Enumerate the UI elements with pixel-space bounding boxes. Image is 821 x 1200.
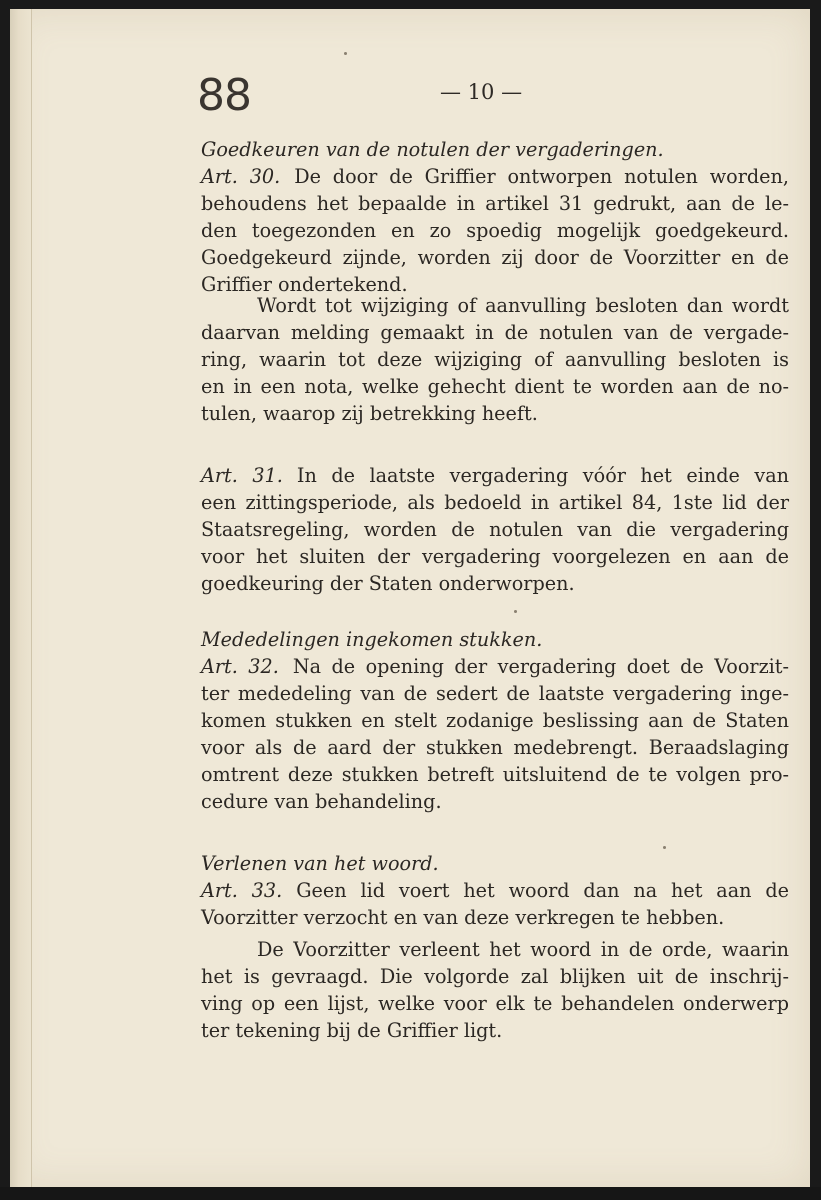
body-line: ter tekening bij de Griffier ligt.	[201, 1019, 503, 1042]
body-line: behoudens het bepaalde in artikel 31 gedrukt, aan de le-	[201, 192, 789, 215]
paper-speck	[663, 846, 666, 849]
article-31-line	[201, 462, 789, 489]
body-line: het is gevraagd. Die volgorde zal blijken uit de inschrij-	[201, 965, 789, 988]
article-31	[201, 462, 789, 597]
body-line: den toegezonden en zo spoedig mogelijk goedgekeurd.	[201, 219, 789, 242]
section-heading: Verlenen van het woord.	[201, 852, 439, 875]
article-33-line	[201, 877, 789, 904]
scan-bottom-border	[0, 1187, 821, 1200]
page-binding-edge	[10, 9, 32, 1187]
body-line: Griffier ondertekend.	[201, 273, 408, 296]
article-30-line	[201, 163, 789, 190]
section-heading: Mededelingen ingekomen stukken.	[201, 628, 543, 651]
section-woord	[201, 850, 789, 931]
paper-speck	[344, 52, 347, 55]
section-mededelingen	[201, 626, 789, 815]
body-line: ring, waarin tot deze wijziging of aanvulling besloten is	[201, 348, 789, 371]
page-binding-line	[31, 9, 32, 1187]
section-heading: Goedkeuren van de notulen der vergaderingen.	[201, 138, 664, 161]
body-line: komen stukken en stelt zodanige beslissing aan de Staten	[201, 709, 789, 732]
stamped-page-number: 88	[197, 70, 251, 121]
text-run: De door de Griffier ontworpen notulen worden,	[294, 165, 789, 188]
body-line: Staatsregeling, worden de notulen van die vergadering	[201, 518, 789, 541]
article-label: Art. 32.	[201, 655, 279, 678]
article-32-line	[201, 653, 789, 680]
text-run: Geen lid voert het woord dan na het aan de	[296, 879, 789, 902]
text-run: Na de opening der vergadering doet de Voorzit-	[292, 655, 790, 678]
body-line: cedure van behandeling.	[201, 790, 442, 813]
body-line: en in een nota, welke gehecht dient te worden aan de no-	[201, 375, 789, 398]
article-label: Art. 33.	[201, 879, 283, 902]
text-run: In de laatste vergadering vóór het einde van	[296, 464, 790, 487]
body-line: voor het sluiten der vergadering voorgelezen en aan de	[201, 545, 789, 568]
body-line: voor als de aard der stukken medebrengt. Beraadslaging	[201, 736, 789, 759]
article-33-paragraph-2	[201, 936, 789, 1044]
body-line: goedkeuring der Staten onderworpen.	[201, 572, 575, 595]
section-notulen	[201, 136, 789, 298]
body-line: een zittingsperiode, als bedoeld in artikel 84, 1ste lid der	[201, 491, 789, 514]
article-30-paragraph-2	[201, 292, 789, 427]
body-line: omtrent deze stukken betreft uitsluitend de te volgen pro-	[201, 763, 789, 786]
body-line: Goedgekeurd zijnde, worden zij door de Voorzitter en de	[201, 246, 789, 269]
body-line: De Voorzitter verleent het woord in de orde, waarin	[257, 938, 789, 961]
article-label: Art. 30.	[201, 165, 281, 188]
body-line: Voorzitter verzocht en van deze verkregen te hebben.	[201, 906, 725, 929]
article-label: Art. 31.	[201, 464, 283, 487]
body-line: daarvan melding gemaakt in de notulen van de vergade-	[201, 321, 789, 344]
body-line: tulen, waarop zij betrekking heeft.	[201, 402, 538, 425]
body-line: Wordt tot wijziging of aanvulling besloten dan wordt	[257, 294, 789, 317]
paper-speck	[514, 610, 517, 613]
body-line: ter mededeling van de sedert de laatste vergadering inge-	[201, 682, 789, 705]
printed-page-number: — 10 —	[440, 80, 523, 104]
body-line: ving op een lijst, welke voor elk te behandelen onderwerp	[201, 992, 789, 1015]
